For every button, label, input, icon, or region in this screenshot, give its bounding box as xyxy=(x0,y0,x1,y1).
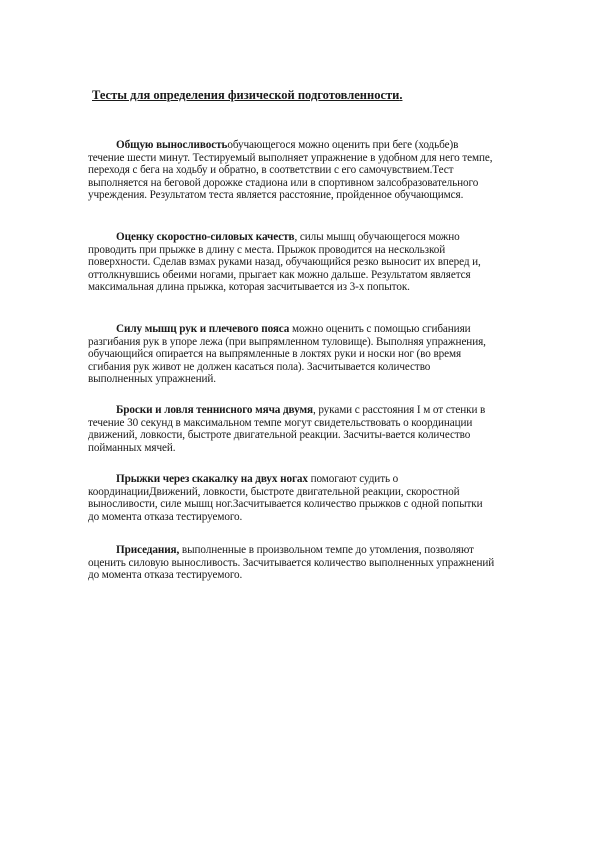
paragraph-speed-strength xyxy=(88,231,496,294)
paragraph-lead: Броски и ловля теннисного мяча двумя xyxy=(116,404,313,416)
paragraph-arm-strength xyxy=(88,323,496,386)
paragraph-body: выполненные в произвольном темпе до утомления, позволяют оценить силовую выносливость. Засчитывается количество выполненных упражнений до момента отказа тестируемого. xyxy=(88,544,495,582)
paragraph-lead: Общую выносливость xyxy=(116,139,228,151)
paragraph-lead: Оценку скоростно-силовых качеств xyxy=(116,231,295,243)
paragraph-body: обучающегося можно оценить при беге (ходьбе)в течение шести минут. Тестируемый выполняет упражнение в удобном для него темпе, переходя с бега на ходьбу и обратно, в соответствии с его самочувствием.Тест выполняется на беговой дорожке стадиона или в спортивном залсобразовательного учреждения. Результатом теста является расстояние, пройденное обучающимся. xyxy=(88,139,493,202)
title-text: Тесты для определения физической подготовленности xyxy=(92,88,400,102)
paragraph-rope-jumping xyxy=(88,473,496,523)
title-period: . xyxy=(399,88,403,102)
paragraph-body: можно оценить с помощью сгибанияи разгибания рук в упоре лежа (при выпрямленном туловище). Выполняя упражнения, обучающийся опирается на выпрямленные в локтях руки и носки ног (во время сгибания рук живот не должен касаться пола). Засчитывается количество выполненных упражнений. xyxy=(88,323,486,386)
document-title xyxy=(92,88,512,103)
paragraph-ball-throwing xyxy=(88,404,496,454)
paragraph-body: , руками с расстояния I м от стенки в течение 30 секунд в максимальном темпе могут свидетельствовать о координации движений, ловкости, быстроте двигательной реакции. Засчиты-вается количество пойманных мячей. xyxy=(88,404,486,454)
paragraph-lead: Приседания, xyxy=(116,544,180,556)
paragraph-body: помогают судить о координацииДвижений, ловкости, быстроте двигательной реакции, скоростной выносливости, силе мышц ног.Засчитывается количество прыжков с одной попытки до момента отказа тестируемого. xyxy=(88,473,483,523)
paragraph-endurance xyxy=(88,139,496,202)
paragraph-lead: Силу мышц рук и плечевого пояса xyxy=(116,323,290,335)
paragraph-squats xyxy=(88,544,496,582)
paragraph-lead: Прыжки через скакалку на двух ногах xyxy=(116,473,308,485)
paragraph-body: , силы мышц обучающегося можно проводить при прыжке в длину с места. Прыжок проводится на нескользкой поверхности. Сделав взмах руками назад, обучающийся резко выносит их вперед и, оттолкнувшись обеими ногами, прыгает как можно дальше. Результатом является максимальная длина прыжка, которая засчитывается из 3-х попыток. xyxy=(88,231,481,294)
